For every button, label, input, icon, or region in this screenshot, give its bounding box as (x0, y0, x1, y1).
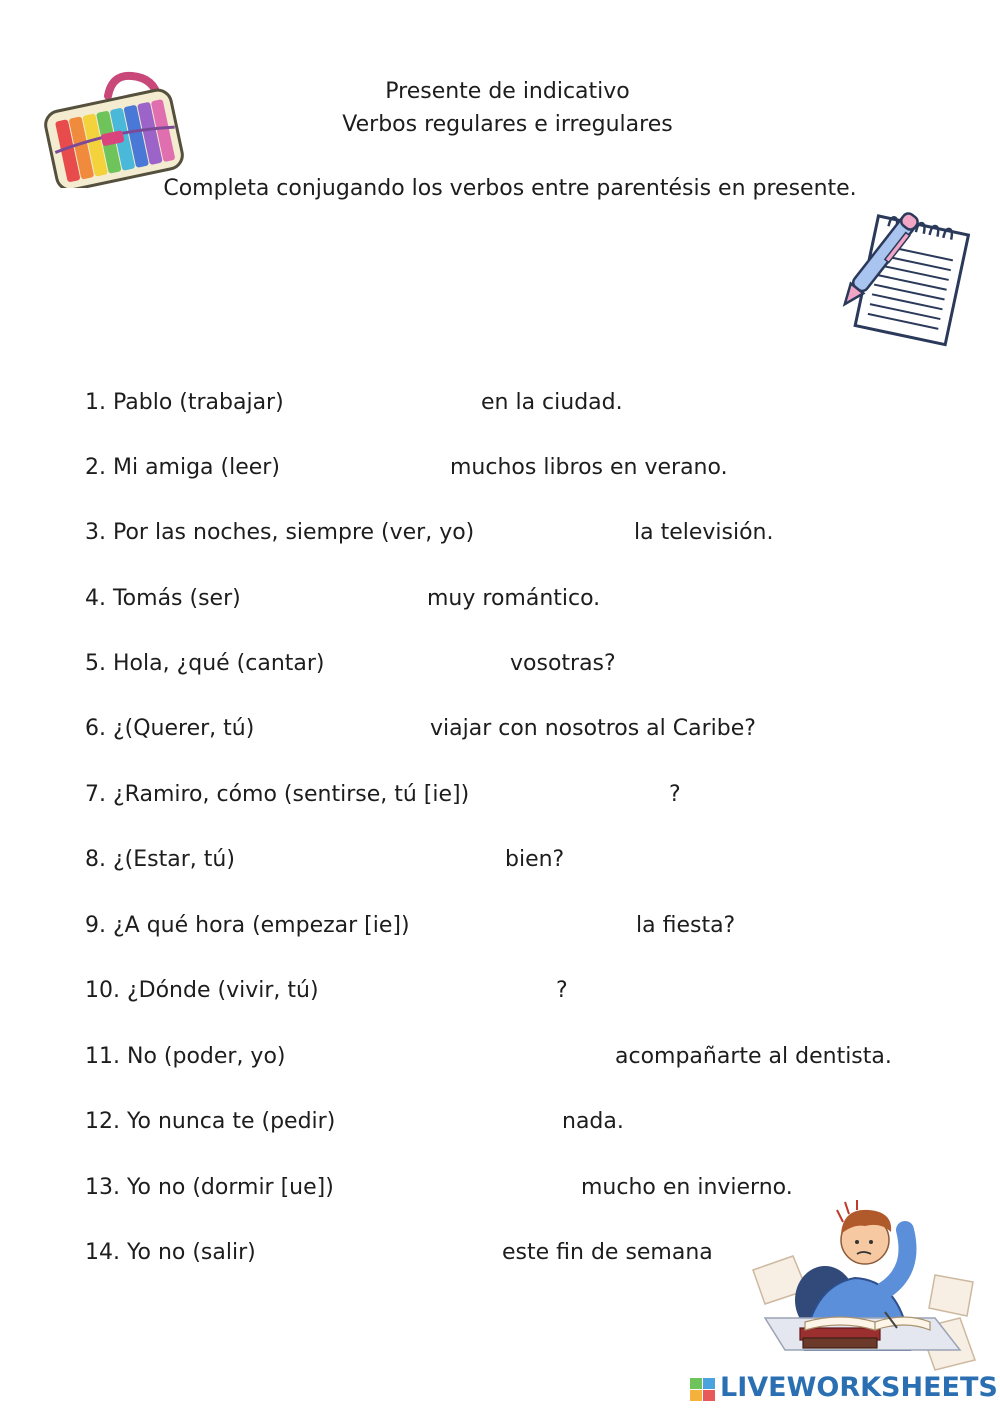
exercise-continuation: ? (556, 978, 568, 1003)
exercise-continuation: acompañarte al dentista. (615, 1044, 892, 1069)
exercise-9 (85, 913, 736, 938)
exercise-continuation: ? (669, 782, 681, 807)
answer-input-10[interactable] (320, 976, 549, 1008)
exercise-prompt: 8. ¿(Estar, tú) (85, 847, 235, 872)
exercise-prompt: 2. Mi amiga (leer) (85, 455, 280, 480)
exercise-12 (85, 1109, 624, 1134)
answer-input-7[interactable] (465, 780, 664, 812)
exercise-continuation: muy romántico. (427, 586, 601, 611)
exercise-2 (85, 455, 728, 480)
exercise-prompt: 4. Tomás (ser) (85, 586, 241, 611)
exercise-prompt: 1. Pablo (trabajar) (85, 390, 284, 415)
exercise-11 (85, 1044, 892, 1069)
exercise-prompt: 7. ¿Ramiro, cómo (sentirse, tú [ie]) (85, 782, 470, 807)
instruction-text: Completa conjugando los verbos entre parentésis en presente. (163, 176, 857, 201)
answer-input-3[interactable] (480, 518, 624, 550)
exercise-prompt: 6. ¿(Querer, tú) (85, 716, 255, 741)
exercise-continuation: mucho en invierno. (581, 1175, 793, 1200)
exercise-prompt: 11. No (poder, yo) (85, 1044, 286, 1069)
exercise-continuation: muchos libros en verano. (450, 455, 728, 480)
answer-input-12[interactable] (343, 1107, 547, 1139)
exercise-1 (85, 390, 623, 415)
exercise-10 (85, 978, 568, 1003)
notepad-pen-icon (815, 212, 970, 347)
exercise-continuation: vosotras? (510, 651, 616, 676)
brand-name: LIVEWORKSHEETS (720, 1372, 998, 1403)
exercise-8 (85, 847, 565, 872)
exercise-3 (85, 520, 774, 545)
answer-input-8[interactable] (235, 845, 494, 877)
answer-input-5[interactable] (325, 649, 499, 681)
exercise-6 (85, 716, 756, 741)
answer-input-9[interactable] (410, 911, 624, 943)
exercise-continuation: la fiesta? (636, 913, 736, 938)
stressed-student-icon (745, 1200, 985, 1375)
marker-case-icon (42, 70, 187, 188)
answer-input-11[interactable] (295, 1042, 599, 1074)
exercise-continuation: bien? (505, 847, 565, 872)
answer-input-14[interactable] (265, 1238, 494, 1270)
exercise-14 (85, 1240, 713, 1265)
answer-input-4[interactable] (250, 584, 414, 616)
liveworksheets-logo (690, 1372, 998, 1408)
answer-input-6[interactable] (260, 714, 419, 746)
exercise-continuation: viajar con nosotros al Caribe? (430, 716, 756, 741)
exercise-7 (85, 782, 681, 807)
exercise-5 (85, 651, 616, 676)
worksheet-subtitle: Verbos regulares e irregulares (342, 112, 673, 137)
exercise-continuation: nada. (562, 1109, 624, 1134)
exercise-continuation: en la ciudad. (481, 390, 623, 415)
live-blocks-icon (690, 1378, 716, 1402)
exercise-prompt: 10. ¿Dónde (vivir, tú) (85, 978, 319, 1003)
answer-input-13[interactable] (345, 1173, 569, 1205)
exercise-prompt: 9. ¿A qué hora (empezar [ie]) (85, 913, 410, 938)
exercise-prompt: 12. Yo nunca te (pedir) (85, 1109, 336, 1134)
exercise-continuation: este fin de semana (502, 1240, 713, 1265)
exercise-4 (85, 586, 601, 611)
exercise-13 (85, 1175, 793, 1200)
exercise-prompt: 13. Yo no (dormir [ue]) (85, 1175, 334, 1200)
exercise-prompt: 3. Por las noches, siempre (ver, yo) (85, 520, 475, 545)
worksheet-title: Presente de indicativo (385, 79, 630, 104)
answer-input-2[interactable] (285, 453, 439, 485)
exercise-continuation: la televisión. (634, 520, 774, 545)
exercise-prompt: 5. Hola, ¿qué (cantar) (85, 651, 325, 676)
exercise-prompt: 14. Yo no (salir) (85, 1240, 256, 1265)
answer-input-1[interactable] (295, 388, 469, 420)
